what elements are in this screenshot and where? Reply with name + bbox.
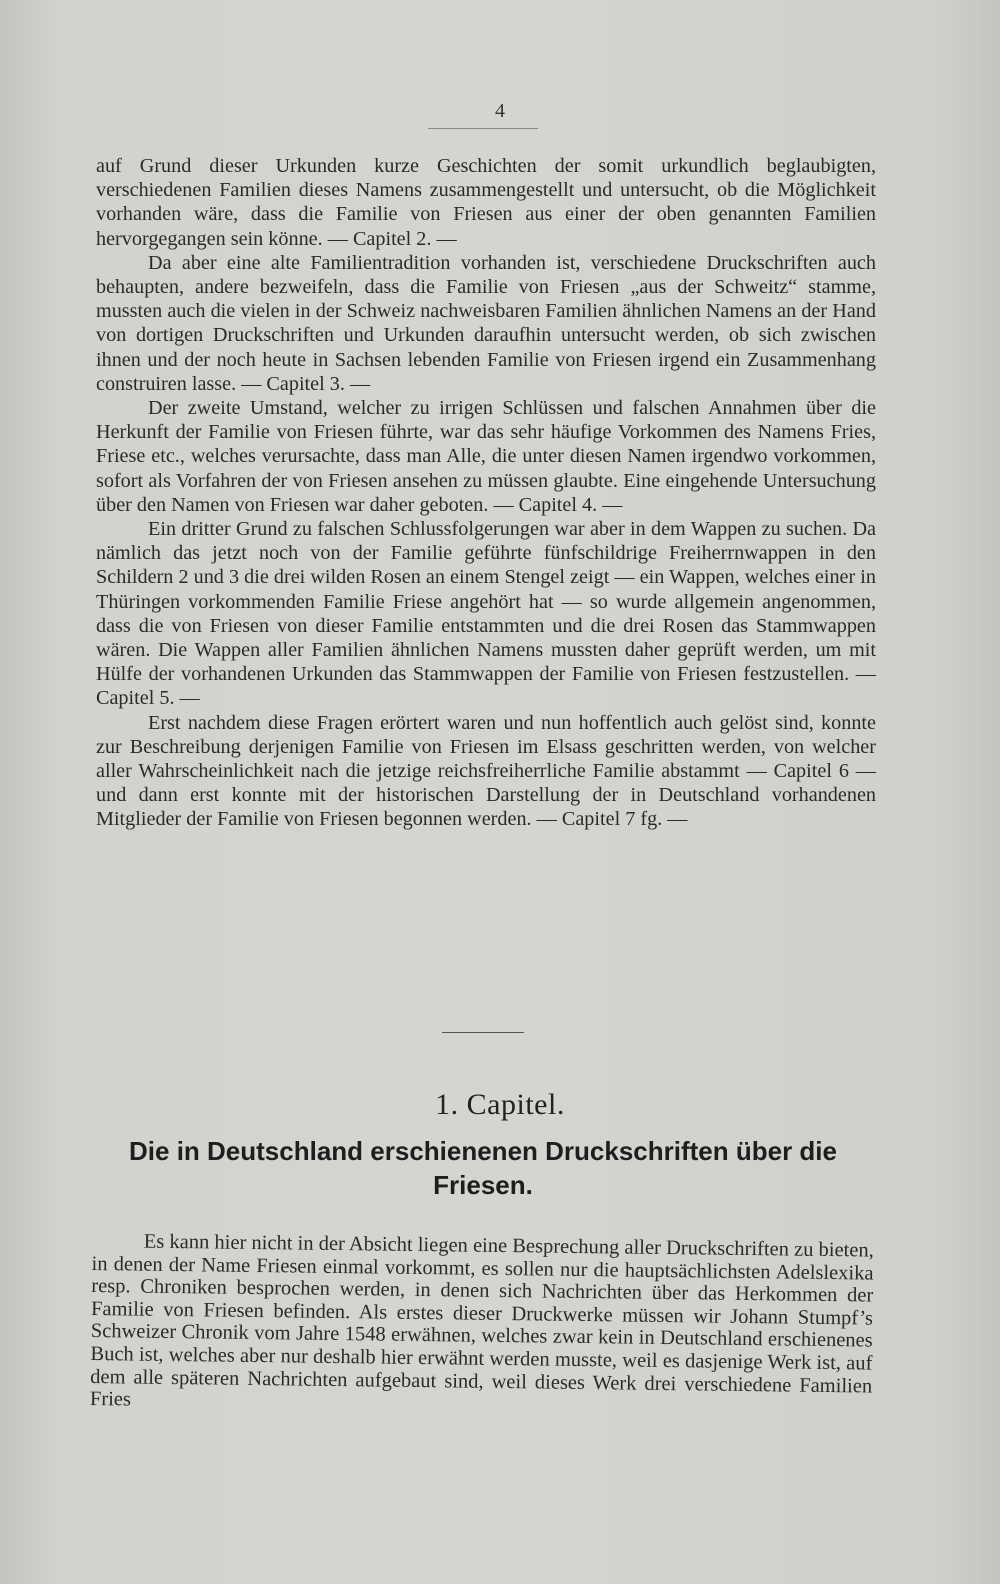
section-divider [442, 1032, 524, 1033]
chapter-heading: 1. Capitel. [435, 1088, 565, 1121]
chapter-text [90, 1230, 874, 1420]
paragraph-5: Erst nachdem diese Fragen erörtert waren und nun hoffentlich auch gelöst sind, konnte zur Beschreibung derjenigen Familie von Friesen im Elsass geschritten werden, von welcher aller Wahrscheinlichkeit nach die jetzige reichsfreiherrliche Familie abstammt — Capitel 6 — und dann erst konnte mit der historischen Darstellung der in Deutschland vorhandenen Mitglieder der Familie von Friesen begonnen werden. — Capitel 7 fg. — [96, 711, 876, 831]
chapter-paragraph-1: Es kann hier nicht in der Absicht liegen eine Besprechung aller Druckschriften zu bieten, in denen der Name Friesen einmal vorkommt, es sollen nur die hauptsächlichsten Adelslexika resp. Chroniken besprochen werden, in denen sich Nachrichten über das Herkommen der Familie von Friesen befinden. Als erstes dieser Druckwerke müssen wir Johann Stumpf’s Schweizer Chronik vom Jahre 1548 erwähnen, welches zwar kein in Deutschland erschienenes Buch ist, welches aber nur deshalb hier erwähnt werden musste, weil es dasjenige Werk ist, auf dem alle späteren Nachrichten aufgebaut sind, weil dieses Werk drei verschiedene Familien Fries [89, 1230, 874, 1411]
header-rule [428, 128, 538, 129]
body-text [96, 154, 876, 832]
paragraph-3: Der zweite Umstand, welcher zu irrigen Schlüssen und falschen Annahmen über die Herkunft der Familie von Friesen führte, war das sehr häufige Vorkommen des Namens Fries, Friese etc., welches verursachte, dass man Alle, die unter diesen Namen irgendwo vorkommen, sofort als Vorfahren der von Friesen ansehen zu müssen glaubte. Eine eingehende Untersuchung über den Namen von Friesen war daher geboten. — Capitel 4. — [96, 397, 876, 516]
paragraph-2: Da aber eine alte Familientradition vorhanden ist, verschiedene Druckschriften auch behaupten, andere bezweifeln, dass die Familie von Friesen „aus der Schweitz“ stamme, mussten auch die vielen in der Schweiz nachweisbaren Familien ähnlichen Namens an der Hand von dortigen Druckschriften und Urkunden daraufhin untersucht werden, ob sich zwischen ihnen und der noch heute in Sachsen lebenden Familie von Friesen irgend ein Zusammenhang construiren lasse. — Capitel 3. — [96, 251, 876, 395]
page-number: 4 [495, 100, 505, 122]
chapter-title: Die in Deutschland erschienenen Druckschriften über die Friesen. [129, 1136, 837, 1200]
paragraph-1: auf Grund dieser Urkunden kurze Geschichten der somit urkundlich beglaubigten, verschiedenen Familien dieses Namens zusammengestellt und untersucht, ob die Möglichkeit vorhanden wäre, dass die Familie von Friesen aus einer der oben genannten Familien hervorgegangen sein könne. — Capitel 2. — [96, 155, 876, 250]
paragraph-4: Ein dritter Grund zu falschen Schlussfolgerungen war aber in dem Wappen zu suchen. Da nämlich das jetzt noch von der Familie geführte fünfschildrige Freiherrnwappen in den Schildern 2 und 3 die drei wilden Rosen an einem Stengel zeigt — ein Wappen, welches einer in Thüringen vorkommenden Familie Friese angehört hat — so wurde allgemein angenommen, dass die von Friesen von dieser Familie entstammten und die drei Rosen das Stammwappen wären. Die Wappen aller Familien ähnlichen Namens mussten daher geprüft werden, um mit Hülfe der vorhandenen Urkunden das Stammwappen der Familie von Friesen festzustellen. — Capitel 5. — [96, 518, 876, 710]
